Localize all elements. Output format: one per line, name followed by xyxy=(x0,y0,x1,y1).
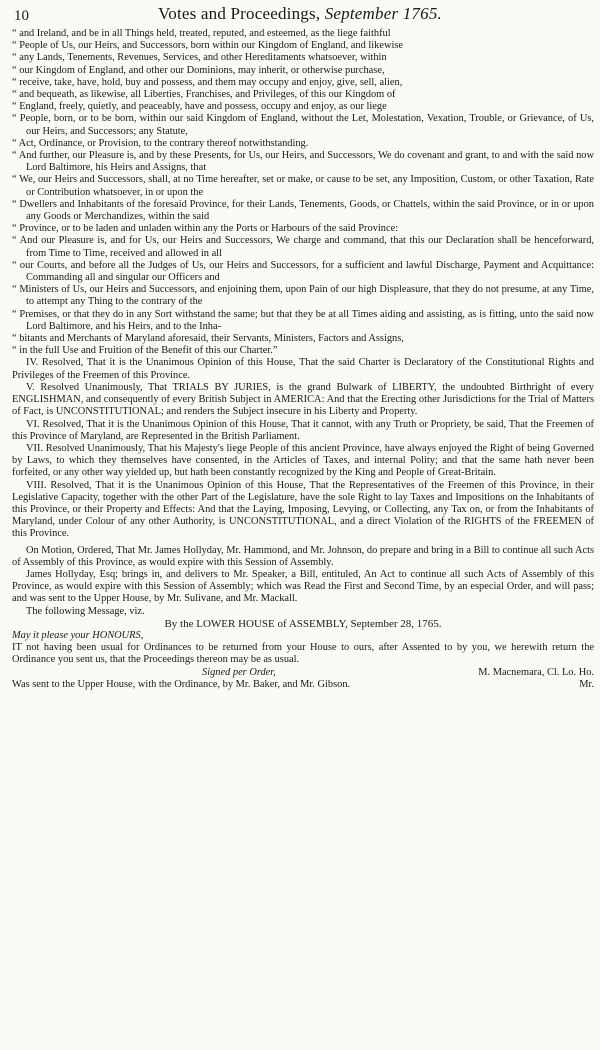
resolution-viii: VIII. Resolved, That it is the Unanimous Opinion of this House, That the Representatives of the Freemen of this Province, in their Legislative Capacity, together with the other Part of the Legislature, have the sole Right to lay Taxes and Impositions on the Inhabitants of this Province, or their Property and Effects: And that the Laying, Imposing, Levying, or Collecting, any Tax on, or from the Inhabitants of Maryland, under Colour of any other Authority, is UNCONSTITUTIONAL, and a direct Violation of the RIGHTS of the FREEMEN of this Province. xyxy=(12,479,594,540)
document-body xyxy=(12,28,594,691)
charter-line: “ And further, our Pleasure is, and by these Presents, for Us, our Heirs, and Successors, We do covenant and grant, to and with the said now Lord Baltimore, his Heirs and Assigns, that xyxy=(12,150,594,174)
motion-paragraph: On Motion, Ordered, That Mr. James Hollyday, Mr. Hammond, and Mr. Johnson, do prepare and bring in a Bill to continue all such Acts of Assembly of this Province, as would expire with this Session of Assembly. xyxy=(12,544,594,568)
charter-line: “ our Courts, and before all the Judges of Us, our Heirs and Successors, for a sufficient and lawful Discharge, Payment and Acquittance: Commanding all and singular our Officers and xyxy=(12,259,594,284)
charter-line: “ Act, Ordinance, or Provision, to the contrary thereof notwithstanding. xyxy=(12,137,309,149)
message-address: May it please your HONOURS, xyxy=(12,629,144,641)
charter-line: “ Province, or to be laden and unladen within any the Ports or Harbours of the said Province: xyxy=(12,223,399,235)
signature-line xyxy=(202,667,594,679)
charter-line: “ England, freely, quietly, and peaceably, have and possess, occupy and enjoy, as our liege xyxy=(12,101,387,113)
message-intro: The following Message, viz. xyxy=(26,605,145,617)
running-header xyxy=(0,4,600,26)
signed-per-order: Signed per Order, xyxy=(202,666,276,678)
message-heading: By the LOWER HOUSE of ASSEMBLY, September 28, 1765. xyxy=(164,617,442,630)
signer-name: M. Macnemara, Cl. Lo. Ho. xyxy=(478,666,594,678)
charter-line: “ our Kingdom of England, and other our Dominions, may inherit, or otherwise purchase, xyxy=(12,64,385,76)
resolution-vi: VI. Resolved, That it is the Unanimous Opinion of this House, That it cannot, with any Truth or Propriety, be said, That the Freemen of this Province of Maryland, are Represented in the British Parliament. xyxy=(12,418,594,442)
final-text: Was sent to the Upper House, with the Ordinance, by Mr. Baker, and Mr. Gibson. xyxy=(12,678,351,690)
running-title xyxy=(0,4,600,24)
charter-line: “ any Lands, Tenements, Revenues, Services, and other Hereditaments whatsoever, within xyxy=(12,52,387,64)
catchword: Mr. xyxy=(579,678,594,690)
final-line xyxy=(12,679,594,691)
charter-line: “ Premises, or that they do in any Sort withstand the same; but that they be at all Times aiding and assisting, as is fitting, unto the said now Lord Baltimore, and his Heirs, and to the Inha- xyxy=(12,308,594,332)
resolution-iv: IV. Resolved, That it is the Unanimous Opinion of this House, That the said Charter is Declaratory of the Constitutional Rights and Privileges of the Freemen of this Province. xyxy=(12,357,594,381)
bill-paragraph: James Hollyday, Esq; brings in, and delivers to Mr. Speaker, a Bill, entituled, An Act to continue all such Acts of Assembly of this Province, as would expire with this Session of Assembly; which was Read the First and Second Time, by an especial Order, and will pass; and was sent to the Upper House, by Mr. Sulivane, and Mr. Mackall. xyxy=(12,568,594,605)
message-text: IT not having been usual for Ordinances to be returned from your House to ours, after Assented to by you, we herewith return the Ordinance you sent us, that the Proceedings thereon may be as usual. xyxy=(12,642,594,666)
charter-line: “ People, born, or to be born, within our said Kingdom of England, without the Let, Molestation, Vexation, Trouble, or Grievance, of Us, our Heirs, and Successors; any Statute, xyxy=(12,113,594,137)
charter-line: “ bitants and Merchants of Maryland aforesaid, their Servants, Ministers, Factors and Assigns, xyxy=(12,333,404,345)
charter-line: “ and Ireland, and be in all Things held, treated, reputed, and esteemed, as the liege faithful xyxy=(12,28,391,39)
charter-line: “ People of Us, our Heirs, and Successors, born within our Kingdom of England, and likewise xyxy=(12,40,404,52)
charter-line: “ in the full Use and Fruition of the Benefit of this our Charter.” xyxy=(12,345,278,357)
charter-line: “ And our Pleasure is, and for Us, our Heirs and Successors, We charge and command, that this our Declaration shall be henceforward, from Time to Time, received and allowed in all xyxy=(12,235,594,259)
charter-line: “ We, our Heirs and Successors, shall, at no Time hereafter, set or make, or cause to be set, any Imposition, Custom, or other Taxation, Rate or Contribution whatsoever, in or upon the xyxy=(12,174,594,198)
page-number: 10 xyxy=(14,8,29,24)
header-title: Votes and Proceedings, xyxy=(158,4,321,23)
resolution-v: V. Resolved Unanimously, That TRIALS BY JURIES, is the grand Bulwark of LIBERTY, the undoubted Birthright of every ENGLISHMAN, and consequently of every British Subject in AMERICA: And that the Erecting other Jurisdictions for the Trial of Matters of Fact, is UNCONSTITUTIONAL; and renders the Subject insecure in his Liberty and Property. xyxy=(12,381,594,418)
header-date: September 1765. xyxy=(324,4,442,23)
charter-line: “ Ministers of Us, our Heirs and Successors, and enjoining them, upon Pain of our high Displeasure, that they do not presume, at any Time, to attempt any Thing to the contrary of the xyxy=(12,284,594,308)
resolution-vii: VII. Resolved Unanimously, That his Majesty's liege People of this ancient Province, have always enjoyed the Right of being Governed by Laws, to which they themselves have consented, in the Articles of Taxes, and internal Polity; and that the same hath never been forfeited, or any other way yielded up, but hath been constantly recognized by the King and People of Great-Britain. xyxy=(12,442,594,479)
charter-line: “ and bequeath, as likewise, all Liberties, Franchises, and Privileges, of this our Kingdom of xyxy=(12,89,396,101)
charter-line: “ Dwellers and Inhabitants of the foresaid Province, for their Lands, Tenements, Goods, or Chattels, within the said Province, or in or upon any Goods or Merchandizes, within the said xyxy=(12,198,594,223)
charter-line: “ receive, take, have, hold, buy and possess, and them may occupy and enjoy, give, sell, alien, xyxy=(12,76,403,88)
